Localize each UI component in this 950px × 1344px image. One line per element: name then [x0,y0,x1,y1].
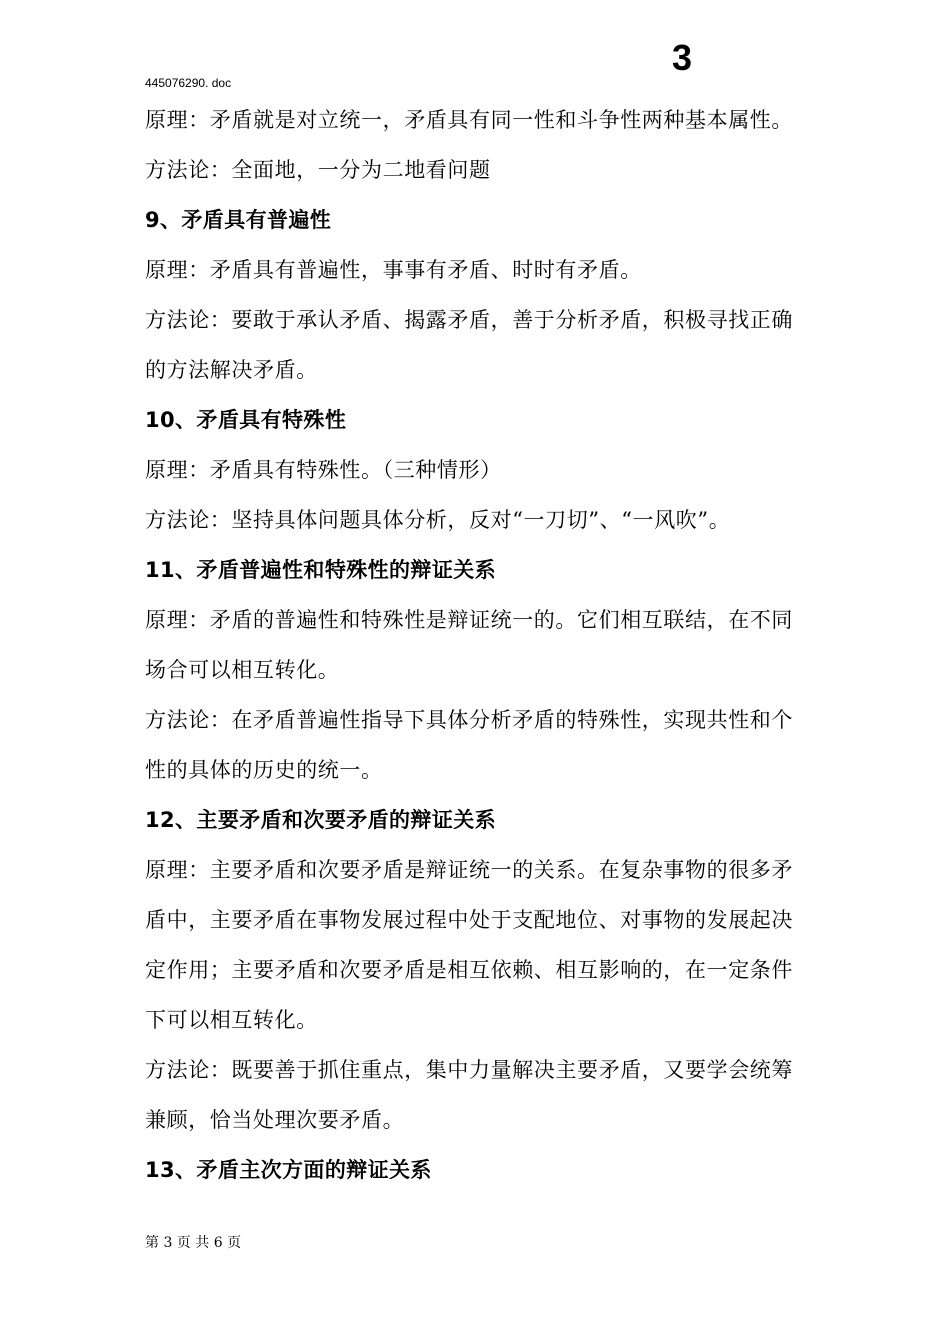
section-heading-11: 11、矛盾普遍性和特殊性的辩证关系 [145,558,497,582]
principle-line: 原理：矛盾具有普遍性，事事有矛盾、时时有矛盾。 [145,258,642,282]
methodology-line: 方法论：既要善于抓住重点，集中力量解决主要矛盾，又要学会统筹 [145,1058,793,1082]
methodology-line-cont: 的方法解决矛盾。 [145,358,318,382]
principle-line: 原理：主要矛盾和次要矛盾是辩证统一的关系。在复杂事物的很多矛 [145,858,793,882]
principle-line: 原理：矛盾的普遍性和特殊性是辩证统一的。它们相互联结，在不同 [145,608,793,632]
methodology-line: 方法论：全面地，一分为二地看问题 [145,158,491,182]
methodology-line-cont: 性的具体的历史的统一。 [145,758,383,782]
section-heading-9: 9、矛盾具有普遍性 [145,208,332,232]
principle-line-cont: 下可以相互转化。 [145,1008,318,1032]
document-filename: 445076290. doc [145,76,232,90]
methodology-line-cont: 兼顾，恰当处理次要矛盾。 [145,1108,405,1132]
section-heading-12: 12、主要矛盾和次要矛盾的辩证关系 [145,808,497,832]
principle-line: 原理：矛盾就是对立统一，矛盾具有同一性和斗争性两种基本属性。 [145,108,793,132]
principle-line-cont: 定作用；主要矛盾和次要矛盾是相互依赖、相互影响的，在一定条件 [145,958,793,982]
section-heading-13: 13、矛盾主次方面的辩证关系 [145,1158,432,1182]
methodology-line: 方法论：要敢于承认矛盾、揭露矛盾，善于分析矛盾，积极寻找正确 [145,308,793,332]
page-number-large: 3 [672,37,693,78]
principle-line-cont: 盾中，主要矛盾在事物发展过程中处于支配地位、对事物的发展起决 [145,908,793,932]
principle-line: 原理：矛盾具有特殊性。（三种情形） [145,458,502,482]
methodology-line: 方法论：在矛盾普遍性指导下具体分析矛盾的特殊性，实现共性和个 [145,708,793,732]
principle-line-cont: 场合可以相互转化。 [145,658,340,682]
section-heading-10: 10、矛盾具有特殊性 [145,408,347,432]
page-footer: 第 3 页 共 6 页 [145,1235,242,1251]
methodology-line: 方法论：坚持具体问题具体分析，反对“一刀切”、“一风吹”。 [145,508,731,532]
